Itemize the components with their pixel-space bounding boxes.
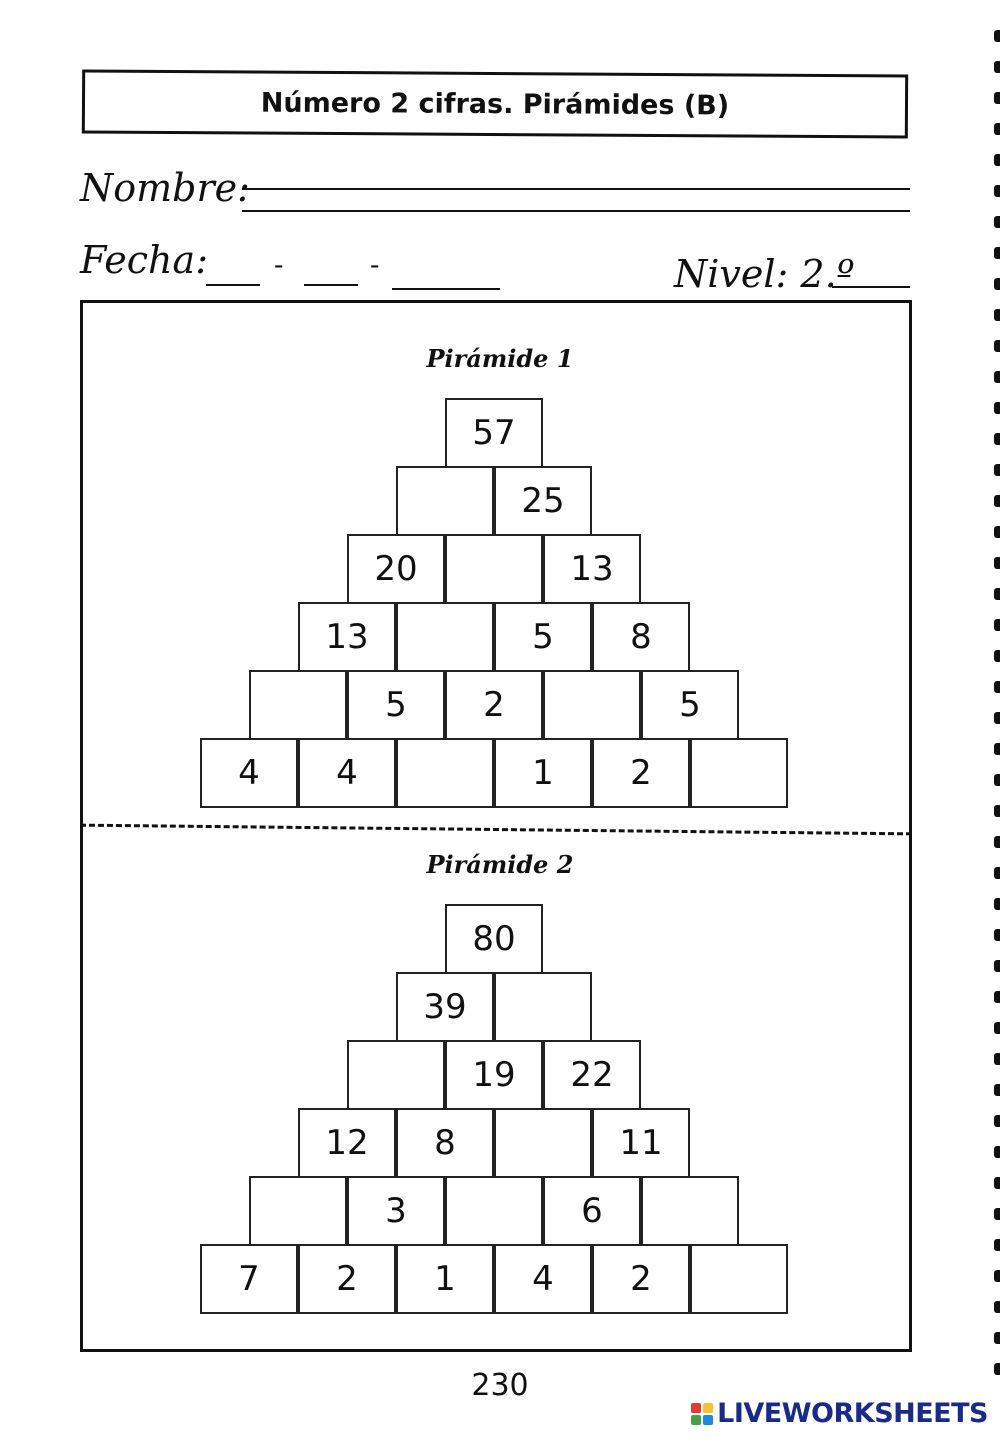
date-day-field[interactable]	[206, 284, 260, 286]
binding-hole	[994, 1332, 1000, 1344]
pyramid-cell: 2	[592, 1244, 690, 1314]
pyramid-cell-empty[interactable]	[690, 1244, 788, 1314]
logo-square	[703, 1403, 713, 1413]
binding-hole	[994, 247, 1000, 259]
pyramid-cell-empty[interactable]	[347, 1040, 445, 1110]
logo-square	[703, 1415, 713, 1425]
pyramid-cell: 1	[396, 1244, 494, 1314]
pyramid-cell: 5	[641, 670, 739, 740]
pyramid-cell: 20	[347, 534, 445, 604]
pyramid-cell-empty[interactable]	[445, 534, 543, 604]
pyramid-cell-empty[interactable]	[494, 1108, 592, 1178]
pyramid-1	[0, 398, 1000, 818]
pyramid-cell-empty[interactable]	[543, 670, 641, 740]
liveworksheets-icon	[691, 1403, 713, 1425]
date-label: Fecha:	[80, 238, 208, 282]
level-label: Nivel: 2.º	[674, 252, 855, 296]
title-box	[82, 69, 908, 138]
binding-hole	[994, 92, 1000, 104]
pyramid-cell: 5	[494, 602, 592, 672]
pyramid-cell-empty[interactable]	[396, 466, 494, 536]
liveworksheets-logo[interactable]	[691, 1398, 988, 1429]
pyramid-cell: 11	[592, 1108, 690, 1178]
pyramid-cell: 12	[298, 1108, 396, 1178]
pyramid-cell: 19	[445, 1040, 543, 1110]
brand-name: LIVEWORKSHEETS	[717, 1398, 988, 1429]
binding-hole	[994, 123, 1000, 135]
pyramid-2-title: Pirámide 2	[426, 850, 574, 879]
binding-hole	[994, 61, 1000, 73]
pyramid-cell: 2	[592, 738, 690, 808]
pyramid-cell: 13	[298, 602, 396, 672]
pyramid-cell-empty[interactable]	[396, 738, 494, 808]
pyramid-cell: 1	[494, 738, 592, 808]
binding-hole	[994, 154, 1000, 166]
name-label: Nombre:	[80, 166, 250, 210]
pyramid-cell: 8	[592, 602, 690, 672]
binding-hole	[994, 216, 1000, 228]
binding-hole	[994, 30, 1000, 42]
pyramid-cell: 3	[347, 1176, 445, 1246]
date-separator: -	[370, 248, 380, 281]
pyramid-cell: 2	[298, 1244, 396, 1314]
pyramid-cell: 4	[298, 738, 396, 808]
pyramid-cell-empty[interactable]	[494, 972, 592, 1042]
pyramid-cell: 39	[396, 972, 494, 1042]
page-title: Número 2 cifras. Pirámides (B)	[260, 87, 730, 121]
pyramid-cell-empty[interactable]	[445, 1176, 543, 1246]
pyramid-cell: 80	[445, 904, 543, 974]
binding-hole	[994, 185, 1000, 197]
pyramid-cell: 13	[543, 534, 641, 604]
date-month-field[interactable]	[304, 284, 358, 286]
pyramid-cell-empty[interactable]	[249, 1176, 347, 1246]
pyramid-cell: 2	[445, 670, 543, 740]
pyramid-cell: 7	[200, 1244, 298, 1314]
pyramid-cell: 4	[200, 738, 298, 808]
pyramid-cell-empty[interactable]	[690, 738, 788, 808]
pyramid-cell: 4	[494, 1244, 592, 1314]
pyramid-cell-empty[interactable]	[641, 1176, 739, 1246]
date-separator: -	[274, 248, 284, 281]
pyramid-cell-empty[interactable]	[249, 670, 347, 740]
pyramid-cell: 8	[396, 1108, 494, 1178]
pyramid-cell-empty[interactable]	[396, 602, 494, 672]
pyramid-cell: 6	[543, 1176, 641, 1246]
pyramid-cell: 22	[543, 1040, 641, 1110]
binding-hole	[994, 309, 1000, 321]
page-number: 230	[471, 1368, 529, 1403]
pyramid-1-title: Pirámide 1	[426, 344, 574, 373]
name-line-1[interactable]	[242, 188, 910, 190]
logo-square	[691, 1415, 701, 1425]
binding-hole	[994, 278, 1000, 290]
level-field[interactable]	[832, 286, 910, 288]
pyramid-cell: 5	[347, 670, 445, 740]
binding-hole	[994, 836, 1000, 848]
pyramid-cell: 57	[445, 398, 543, 468]
logo-square	[691, 1403, 701, 1413]
name-line-2[interactable]	[242, 210, 910, 212]
pyramid-2	[0, 904, 1000, 1324]
pyramid-cell: 25	[494, 466, 592, 536]
date-year-field[interactable]	[392, 288, 500, 290]
